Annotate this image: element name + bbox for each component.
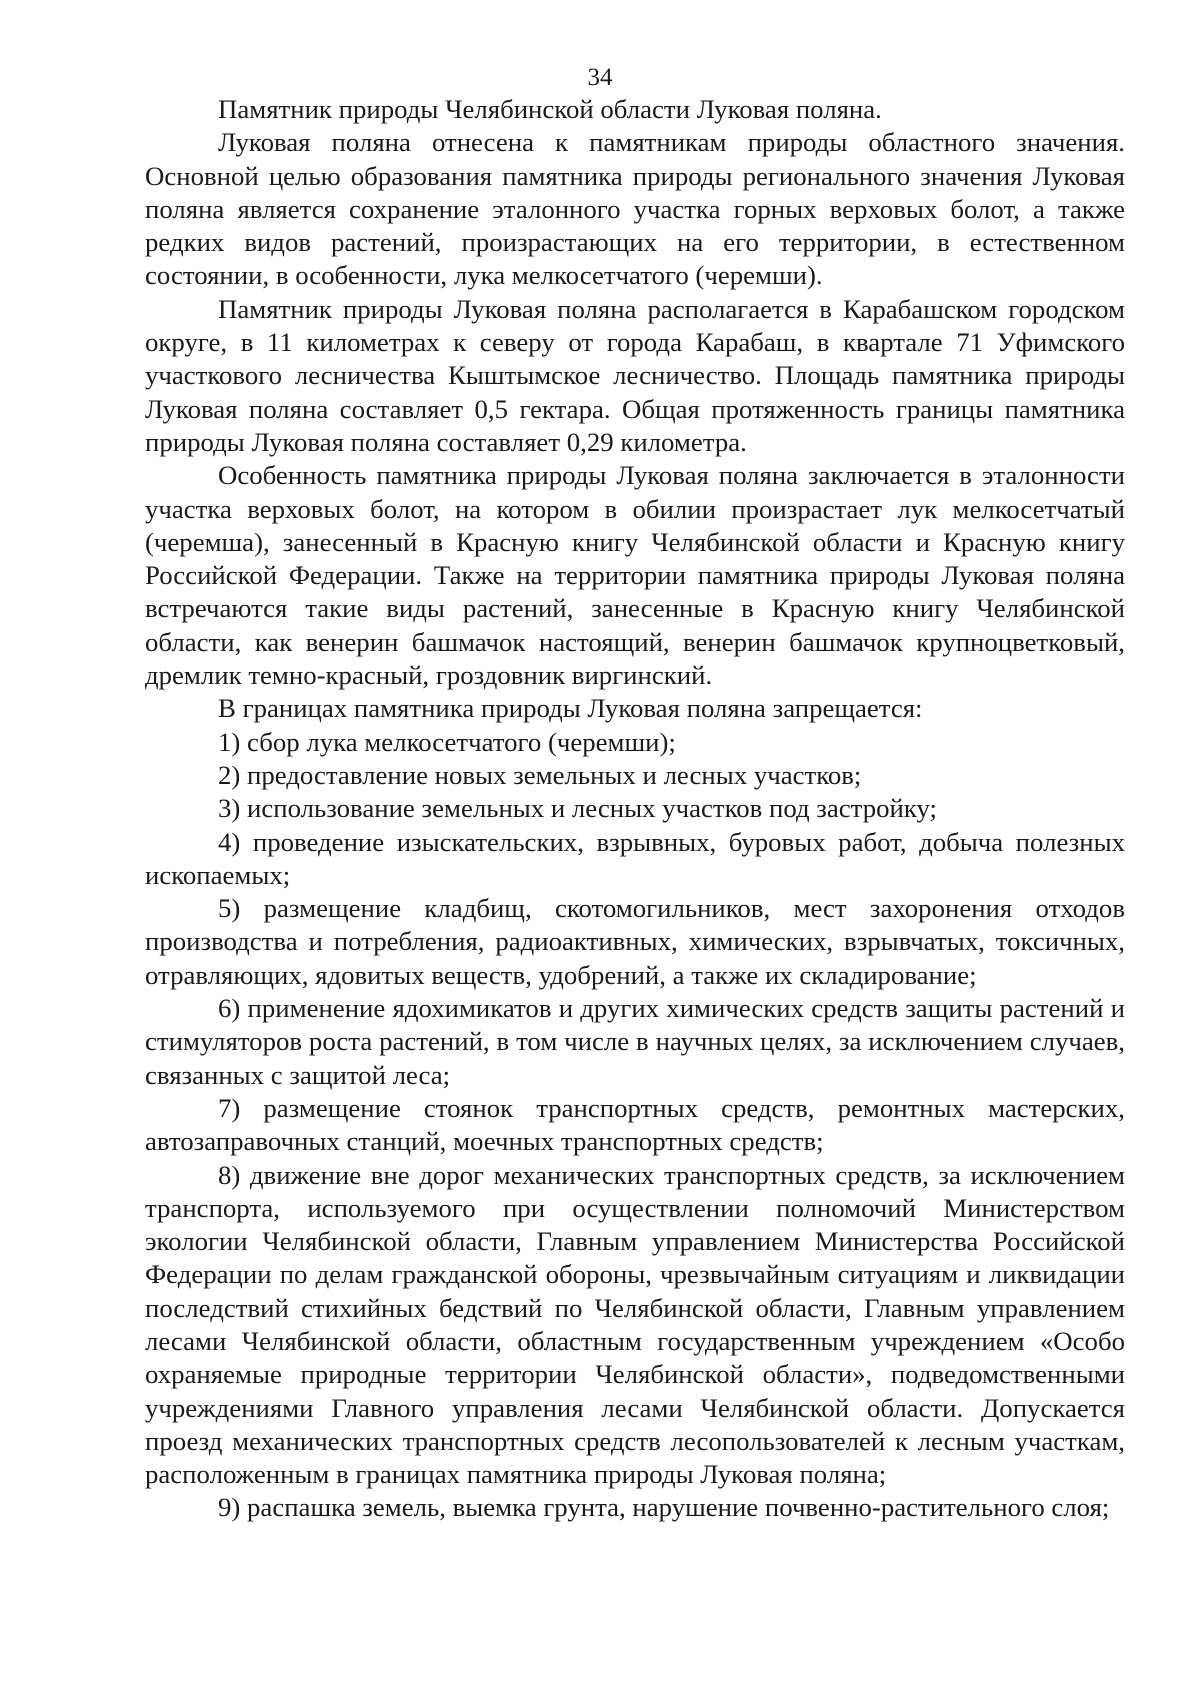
paragraph-title: Памятник природы Челябинской области Луковая поляна. xyxy=(218,94,882,124)
paragraph-location: Памятник природы Луковая поляна располагается в Карабашском городском округе, в 11 километрах к северу от города Карабаш, в квартале 71 Уфимского участкового лесничества Кыштымское лесничество. Площадь памятника природы Луковая поляна составляет 0,5 гектара. Общая протяженность границы памятника природы Луковая поляна составляет 0,29 километра. xyxy=(145,293,1125,457)
page-number: 34 xyxy=(587,64,613,91)
paragraph-prohibitions-intro: В границах памятника природы Луковая поляна запрещается: xyxy=(218,693,923,724)
list-item-7: 7) размещение стоянок транспортных средств, ремонтных мастерских, автозаправочных станций, моечных транспортных средств; xyxy=(145,1092,1125,1157)
list-item-1: 1) сбор лука мелкосетчатого (черемши); xyxy=(218,726,676,757)
paragraph-purpose: Луковая поляна отнесена к памятникам природы областного значения. Основной целью образования памятника природы регионального значения Луковая поляна является сохранение эталонного участка горных верховых болот, а также редких видов растений, произрастающих на его территории, в естественном состоянии, в особенности, лука мелкосетчатого (черемши). xyxy=(145,127,1125,291)
paragraph-features: Особенность памятника природы Луковая поляна заключается в эталонности участка верховых болот, на котором в обилии произрастает лук мелкосетчатый (черемша), занесенный в Красную книгу Челябинской области и Красную книгу Российской Федерации. Также на территории памятника природы Луковая поляна встречаются такие виды растений, занесенные в Красную книгу Челябинской области, как венерин башмачок настоящий, венерин башмачок крупноцветковый, дремлик темно-красный, гроздовник виргинский. xyxy=(145,460,1125,691)
list-item-5: 5) размещение кладбищ, скотомогильников, мест захоронения отходов производства и потребления, радиоактивных, химических, взрывчатых, токсичных, отравляющих, ядовитых веществ, удобрений, а также их складирование; xyxy=(145,893,1125,990)
document-body xyxy=(145,93,1125,1525)
list-item-8: 8) движение вне дорог механических транспортных средств, за исключением транспорта, используемого при осуществлении полномочий Министерством экологии Челябинской области, Главным управлением Министерства Российской Федерации по делам гражданской обороны, чрезвычайным ситуациям и ликвидации последствий стихийных бедствий по Челябинской области, Главным управлением лесами Челябинской области, областным государственным учреждением «Особо охраняемые природные территории Челябинской области», подведомственными учреждениями Главного управления лесами Челябинской области. Допускается проезд механических транспортных средств лесопользователей к лесным участкам, расположенным в границах памятника природы Луковая поляна; xyxy=(145,1159,1125,1490)
list-item-3: 3) использование земельных и лесных участков под застройку; xyxy=(218,793,937,824)
list-item-6: 6) применение ядохимикатов и других химических средств защиты растений и стимуляторов роста растений, в том числе в научных целях, за исключением случаев, связанных с защитой леса; xyxy=(145,993,1125,1090)
list-item-2: 2) предоставление новых земельных и лесных участков; xyxy=(218,759,862,790)
list-item-4: 4) проведение изыскательских, взрывных, буровых работ, добыча полезных ископаемых; xyxy=(145,826,1125,890)
list-item-9: 9) распашка земель, выемка грунта, нарушение почвенно-растительного слоя; xyxy=(218,1492,1110,1523)
